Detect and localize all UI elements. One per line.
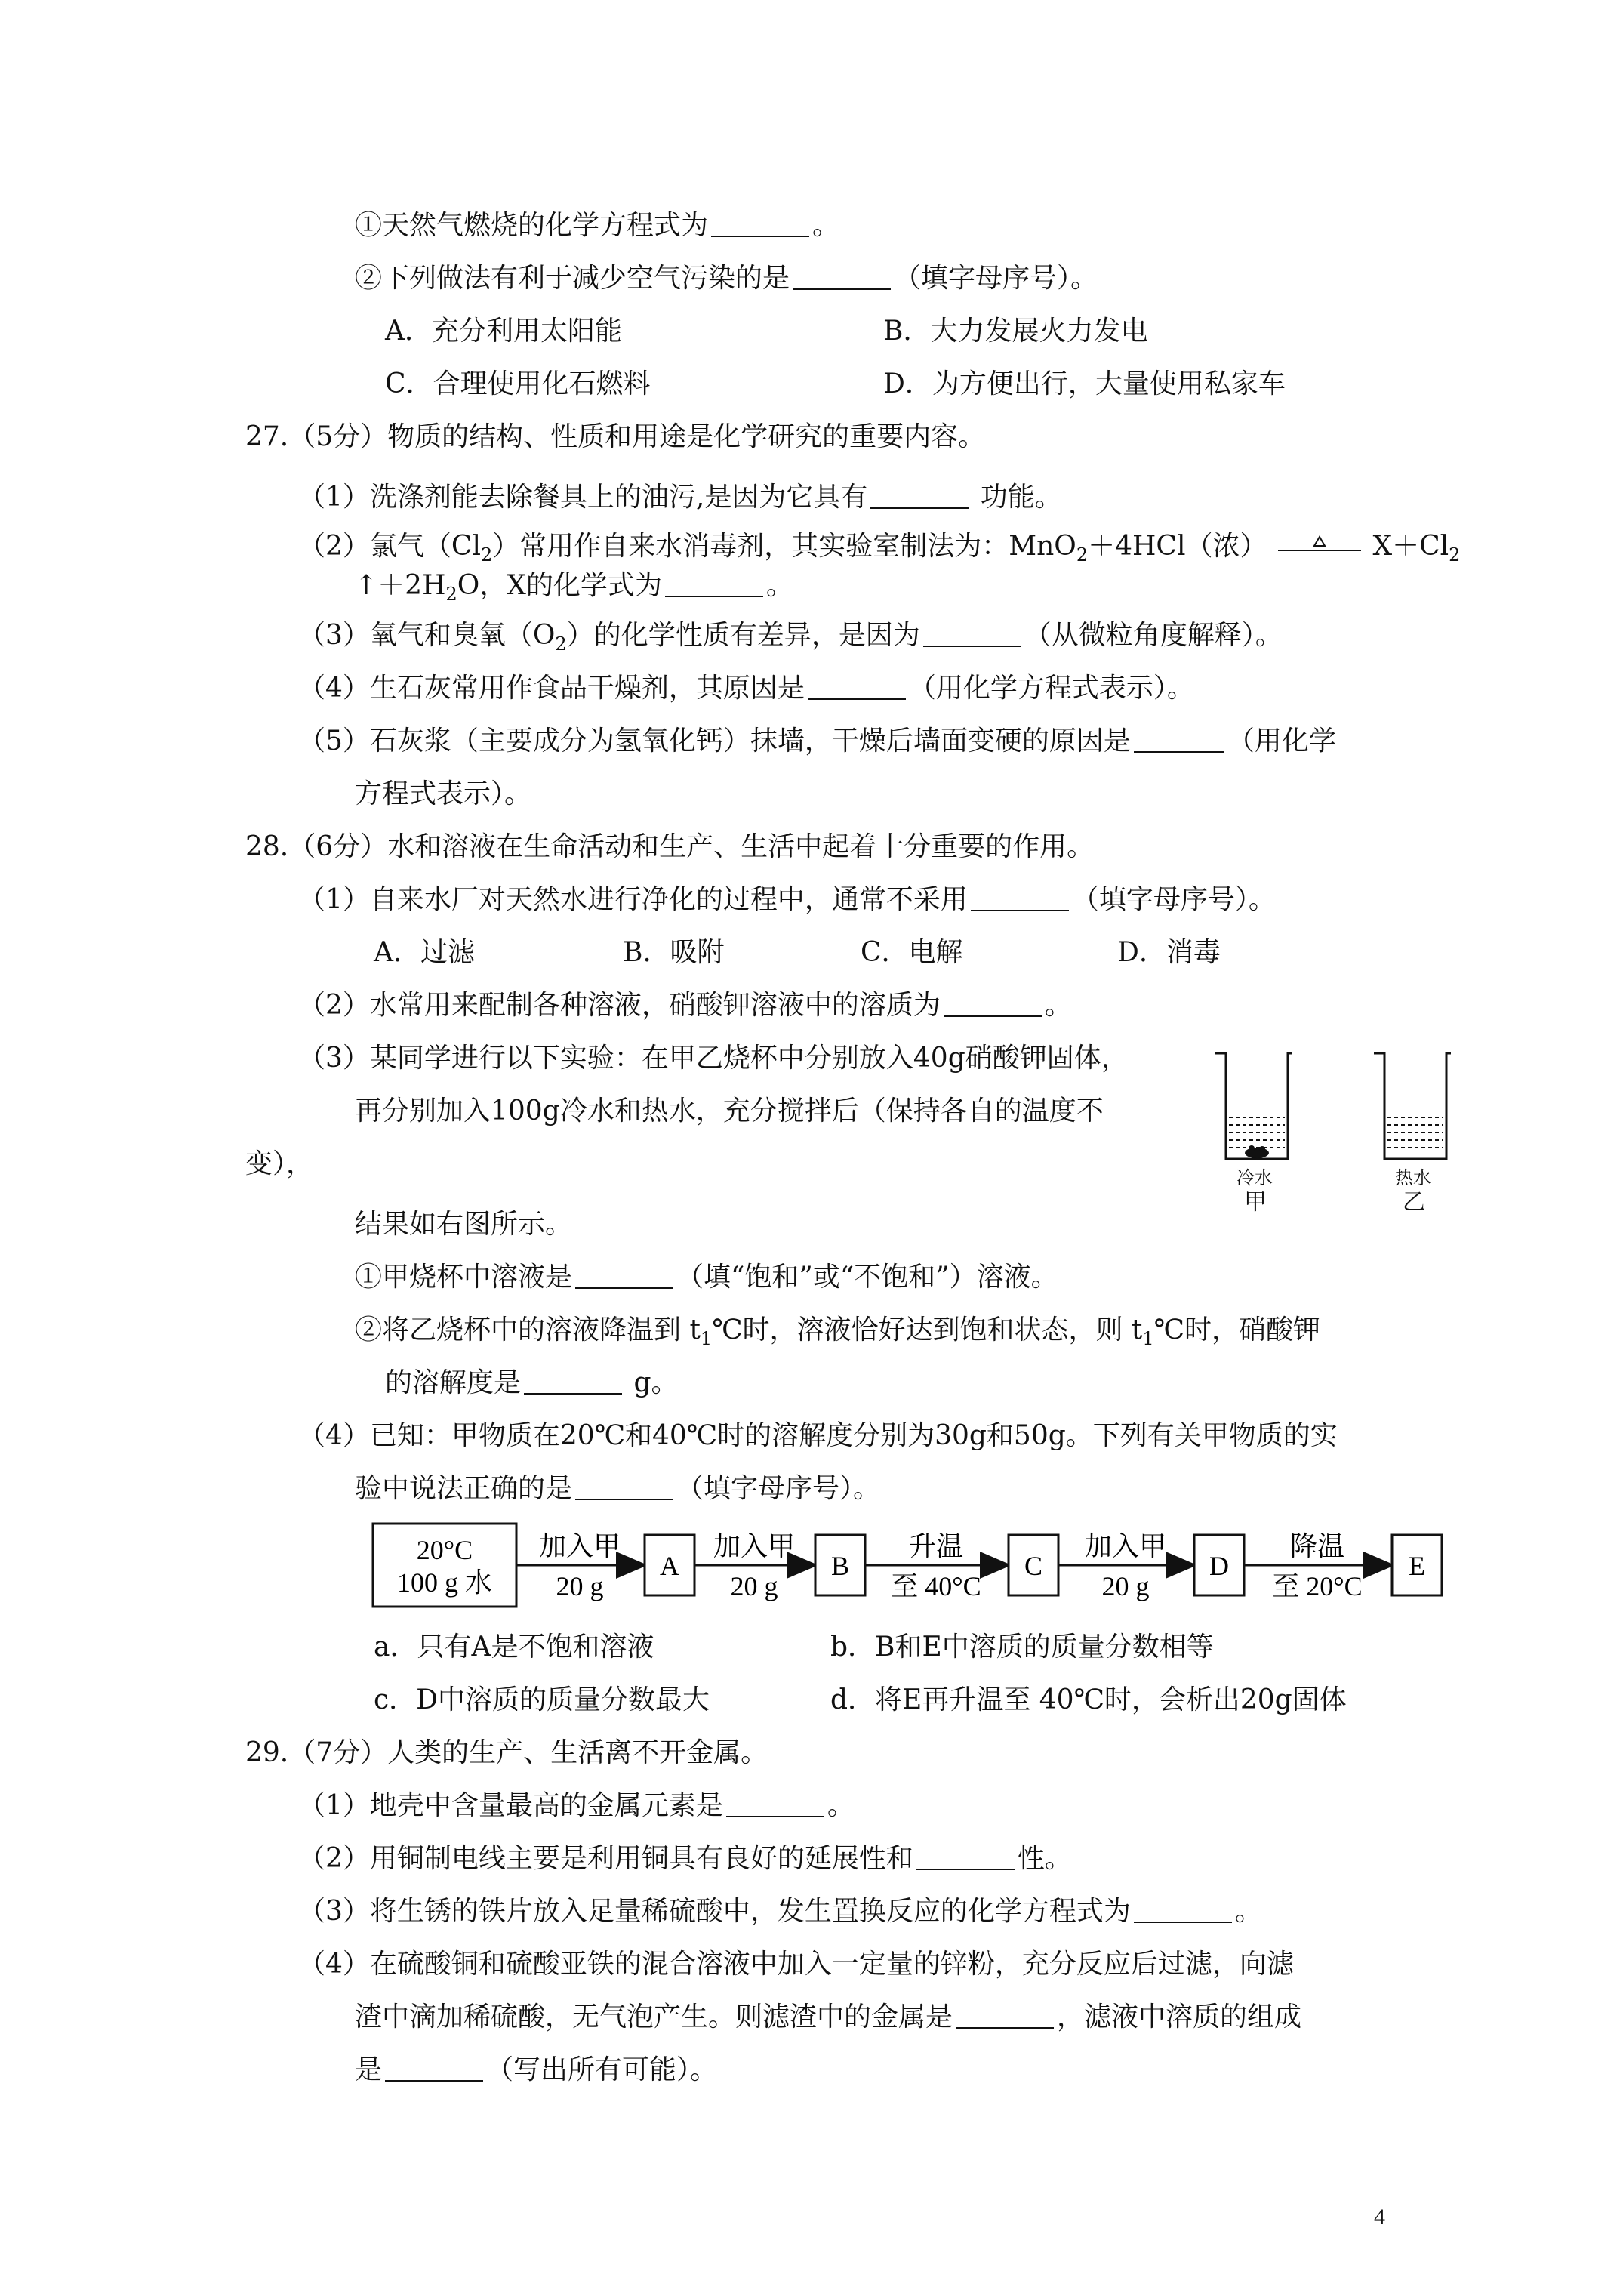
- question-text: （填“饱和”或“不饱和”）溶液。: [676, 1262, 1058, 1293]
- q27-part4: [298, 670, 1194, 707]
- question-text: ②下列做法有利于减少空气污染的是: [355, 263, 790, 294]
- heat-arrow-icon: [1274, 534, 1365, 556]
- q27-heading: 27.（5分）物质的结构、性质和用途是化学研究的重要内容。: [245, 421, 986, 452]
- flow-arrow-top: 加入甲: [1084, 1531, 1167, 1561]
- question-text: X＋Cl: [1372, 531, 1449, 562]
- q27-part5-cont: 方程式表示）。: [355, 778, 532, 809]
- flow-arrow-bottom: 至 40°C: [891, 1571, 981, 1601]
- q28-part3-q2: [355, 1312, 1320, 1357]
- q26-sub1: [355, 208, 839, 244]
- q28-opt-c: C．电解: [861, 937, 963, 968]
- question-text: ℃时，溶液恰好达到饱和状态，则 t: [712, 1314, 1143, 1345]
- question-text: （1）自来水厂对天然水进行净化的过程中，通常不采用: [298, 884, 968, 915]
- question-text: 性。: [1017, 1843, 1072, 1874]
- flow-box-a-label: A: [660, 1551, 679, 1581]
- q28-opt-a: A．过滤: [374, 937, 475, 968]
- question-text: （3）将生锈的铁片放入足量稀硫酸中，发生置换反应的化学方程式为: [298, 1896, 1131, 1927]
- subscript: 2: [445, 584, 457, 605]
- question-text: 。: [1234, 1896, 1262, 1927]
- question-text: 验中说法正确的是: [355, 1473, 573, 1504]
- question-text: 。: [1044, 990, 1072, 1021]
- question-text: 的溶解度是: [385, 1367, 522, 1398]
- question-text: ①甲烧杯中溶液是: [355, 1262, 573, 1293]
- q27-part3: [298, 618, 1283, 662]
- option-a: A．充分利用太阳能: [385, 316, 622, 347]
- beaker-left-name: 甲: [1244, 1189, 1267, 1216]
- answer-blank: [711, 210, 809, 237]
- question-text: （1）洗涤剂能去除餐具上的油污,是因为它具有: [298, 482, 868, 513]
- question-text: （5）石灰浆（主要成分为氢氧化钙）抹墙，干燥后墙面变硬的原因是: [298, 726, 1131, 757]
- answer-blank: [524, 1367, 622, 1395]
- flow-arrow-bottom: 至 20°C: [1272, 1571, 1363, 1601]
- answer-blank: [944, 990, 1042, 1017]
- flow-diagram: [371, 1518, 1466, 1612]
- answer-blank: [1134, 1896, 1232, 1923]
- q28-part3-q1: [355, 1259, 1058, 1296]
- question-text: （用化学方程式表示）。: [908, 673, 1194, 704]
- answer-blank: [916, 1843, 1015, 1870]
- q29-part3: [298, 1894, 1262, 1930]
- question-text: ）的化学性质有差异，是因为: [566, 620, 920, 651]
- q27-part5: [298, 723, 1336, 760]
- subscript: 1: [700, 1328, 713, 1349]
- q28-opt-d: D．消毒: [1117, 937, 1221, 968]
- flow-start-line1: 20°C: [416, 1535, 473, 1565]
- q29-part4-l2: [355, 1999, 1301, 2036]
- flow-box-d-label: D: [1209, 1551, 1229, 1581]
- question-text: （2）水常用来配制各种溶液，硝酸钾溶液中的溶质为: [298, 990, 941, 1021]
- flow-arrow-top: 降温: [1289, 1531, 1345, 1561]
- flow-start-line2: 100 g 水: [396, 1567, 493, 1598]
- question-text: （从微粒角度解释）。: [1024, 620, 1283, 651]
- q29-part1: [298, 1788, 855, 1824]
- q28-part2: [298, 988, 1072, 1024]
- flow-arrow-bottom: 20 g: [1101, 1571, 1150, 1601]
- option-b: B．大力发展火力发电: [883, 316, 1148, 347]
- answer-blank: [808, 673, 906, 700]
- subscript: 2: [1449, 544, 1461, 566]
- q28-part4-opt-b: b．B和E中溶质的质量分数相等: [830, 1632, 1214, 1663]
- answer-blank: [385, 2054, 483, 2082]
- question-text: ①天然气燃烧的化学方程式为: [355, 210, 709, 241]
- answer-blank: [665, 570, 763, 597]
- question-text: （1）地壳中含量最高的金属元素是: [298, 1790, 723, 1821]
- subscript: 2: [1076, 544, 1089, 566]
- answer-blank: [956, 2002, 1054, 2029]
- q26-sub2: [355, 260, 1098, 297]
- flow-arrow-bottom: 20 g: [556, 1571, 604, 1601]
- q28-part3-l2: 再分别加入100g冷水和热水，充分搅拌后（保持各自的温度不: [355, 1096, 1104, 1126]
- flow-box-b-label: B: [830, 1551, 850, 1581]
- q27-part2: [298, 529, 1460, 573]
- question-text: （2）用铜制电线主要是利用铜具有良好的延展性和: [298, 1843, 913, 1874]
- page-number: 4: [1374, 2205, 1385, 2230]
- q28-part4-opt-a: a．只有A是不饱和溶液: [374, 1632, 654, 1663]
- subscript: 2: [480, 544, 493, 566]
- question-text: ↑＋2H: [355, 570, 446, 601]
- subscript: 1: [1142, 1328, 1154, 1349]
- flow-box-c-label: C: [1024, 1551, 1043, 1581]
- answer-blank: [1134, 726, 1224, 753]
- q29-part4-l1: （4）在硫酸铜和硫酸亚铁的混合溶液中加入一定量的锌粉，充分反应后过滤，向滤: [298, 1949, 1294, 1980]
- q29-part2: [298, 1841, 1072, 1877]
- answer-blank: [971, 884, 1069, 911]
- question-text: （填字母序号）。: [894, 263, 1098, 294]
- answer-blank: [923, 620, 1021, 647]
- question-text: ＋4HCl（浓）: [1088, 531, 1267, 562]
- question-text: g。: [625, 1367, 679, 1398]
- q28-part3-q2-cont: [385, 1365, 679, 1401]
- question-text: 是: [355, 2054, 383, 2085]
- answer-blank: [793, 263, 891, 290]
- beaker-cold-icon: [1215, 1053, 1292, 1159]
- answer-blank: [575, 1262, 673, 1289]
- answer-blank: [575, 1473, 673, 1500]
- q28-part3-l1: （3）某同学进行以下实验：在甲乙烧杯中分别放入40g硝酸钾固体，: [298, 1043, 1129, 1074]
- q28-part4-opt-c: c．D中溶质的质量分数最大: [374, 1684, 710, 1715]
- question-text: 。: [812, 210, 840, 241]
- question-text: （用化学: [1227, 726, 1336, 757]
- question-text: 功能。: [972, 482, 1062, 513]
- q27-part1: [298, 479, 1062, 516]
- answer-blank: [726, 1790, 824, 1817]
- q28-opt-b: B．吸附: [623, 937, 725, 968]
- question-text: ）常用作自来水消毒剂，其实验室制法为：MnO: [492, 531, 1076, 562]
- flow-arrow-top: 加入甲: [538, 1531, 621, 1561]
- q28-part4-l1: （4）已知：甲物质在20℃和40℃时的溶解度分别为30g和50g。下列有关甲物质的实: [298, 1420, 1338, 1451]
- q28-part4-l2: [355, 1471, 880, 1507]
- question-text: （写出所有可能）。: [486, 2054, 718, 2085]
- question-text: ，滤液中溶质的组成: [1057, 2002, 1302, 2032]
- q28-part3-l4: 结果如右图所示。: [355, 1209, 573, 1240]
- q28-part4-opt-d: d．将E再升温至 40℃时，会析出20g固体: [830, 1684, 1347, 1715]
- question-text: （填字母序号）。: [1071, 884, 1276, 915]
- answer-blank: [870, 482, 969, 509]
- q29-heading: 29.（7分）人类的生产、生活离不开金属。: [245, 1737, 768, 1768]
- flow-arrow-bottom: 20 g: [730, 1571, 778, 1601]
- question-text: （4）生石灰常用作食品干燥剂，其原因是: [298, 673, 805, 704]
- question-text: 。: [765, 570, 793, 601]
- question-text: 。: [827, 1790, 855, 1821]
- option-d: D．为方便出行，大量使用私家车: [883, 368, 1286, 399]
- question-text: O，X的化学式为: [457, 570, 662, 601]
- q28-heading: 28.（6分）水和溶液在生命活动和生产、生活中起着十分重要的作用。: [245, 831, 1095, 862]
- beaker-right-label: 热水: [1395, 1167, 1431, 1188]
- q28-part1: [298, 882, 1276, 918]
- beaker-left-label: 冷水: [1236, 1167, 1273, 1188]
- q28-part3-l3: 变），: [245, 1148, 314, 1179]
- q27-part2-cont: [355, 568, 793, 612]
- question-text: （3）氧气和臭氧（O: [298, 620, 556, 651]
- question-text: 渣中滴加稀硫酸，无气泡产生。则滤渣中的金属是: [355, 2002, 953, 2032]
- question-text: ℃时，硝酸钾: [1153, 1314, 1320, 1345]
- q29-part4-l3: [355, 2052, 717, 2088]
- flow-arrow-top: 升温: [908, 1531, 964, 1561]
- beaker-right-name: 乙: [1403, 1189, 1425, 1216]
- question-text: （2）氯气（Cl: [298, 531, 481, 562]
- option-c: C．合理使用化石燃料: [385, 368, 651, 399]
- subscript: 2: [555, 633, 567, 655]
- beaker-hot-icon: [1374, 1053, 1451, 1159]
- question-text: （填字母序号）。: [676, 1473, 881, 1504]
- flow-arrow-top: 加入甲: [713, 1531, 796, 1561]
- flow-box-e-label: E: [1409, 1551, 1425, 1581]
- question-text: ②将乙烧杯中的溶液降温到 t: [355, 1314, 701, 1345]
